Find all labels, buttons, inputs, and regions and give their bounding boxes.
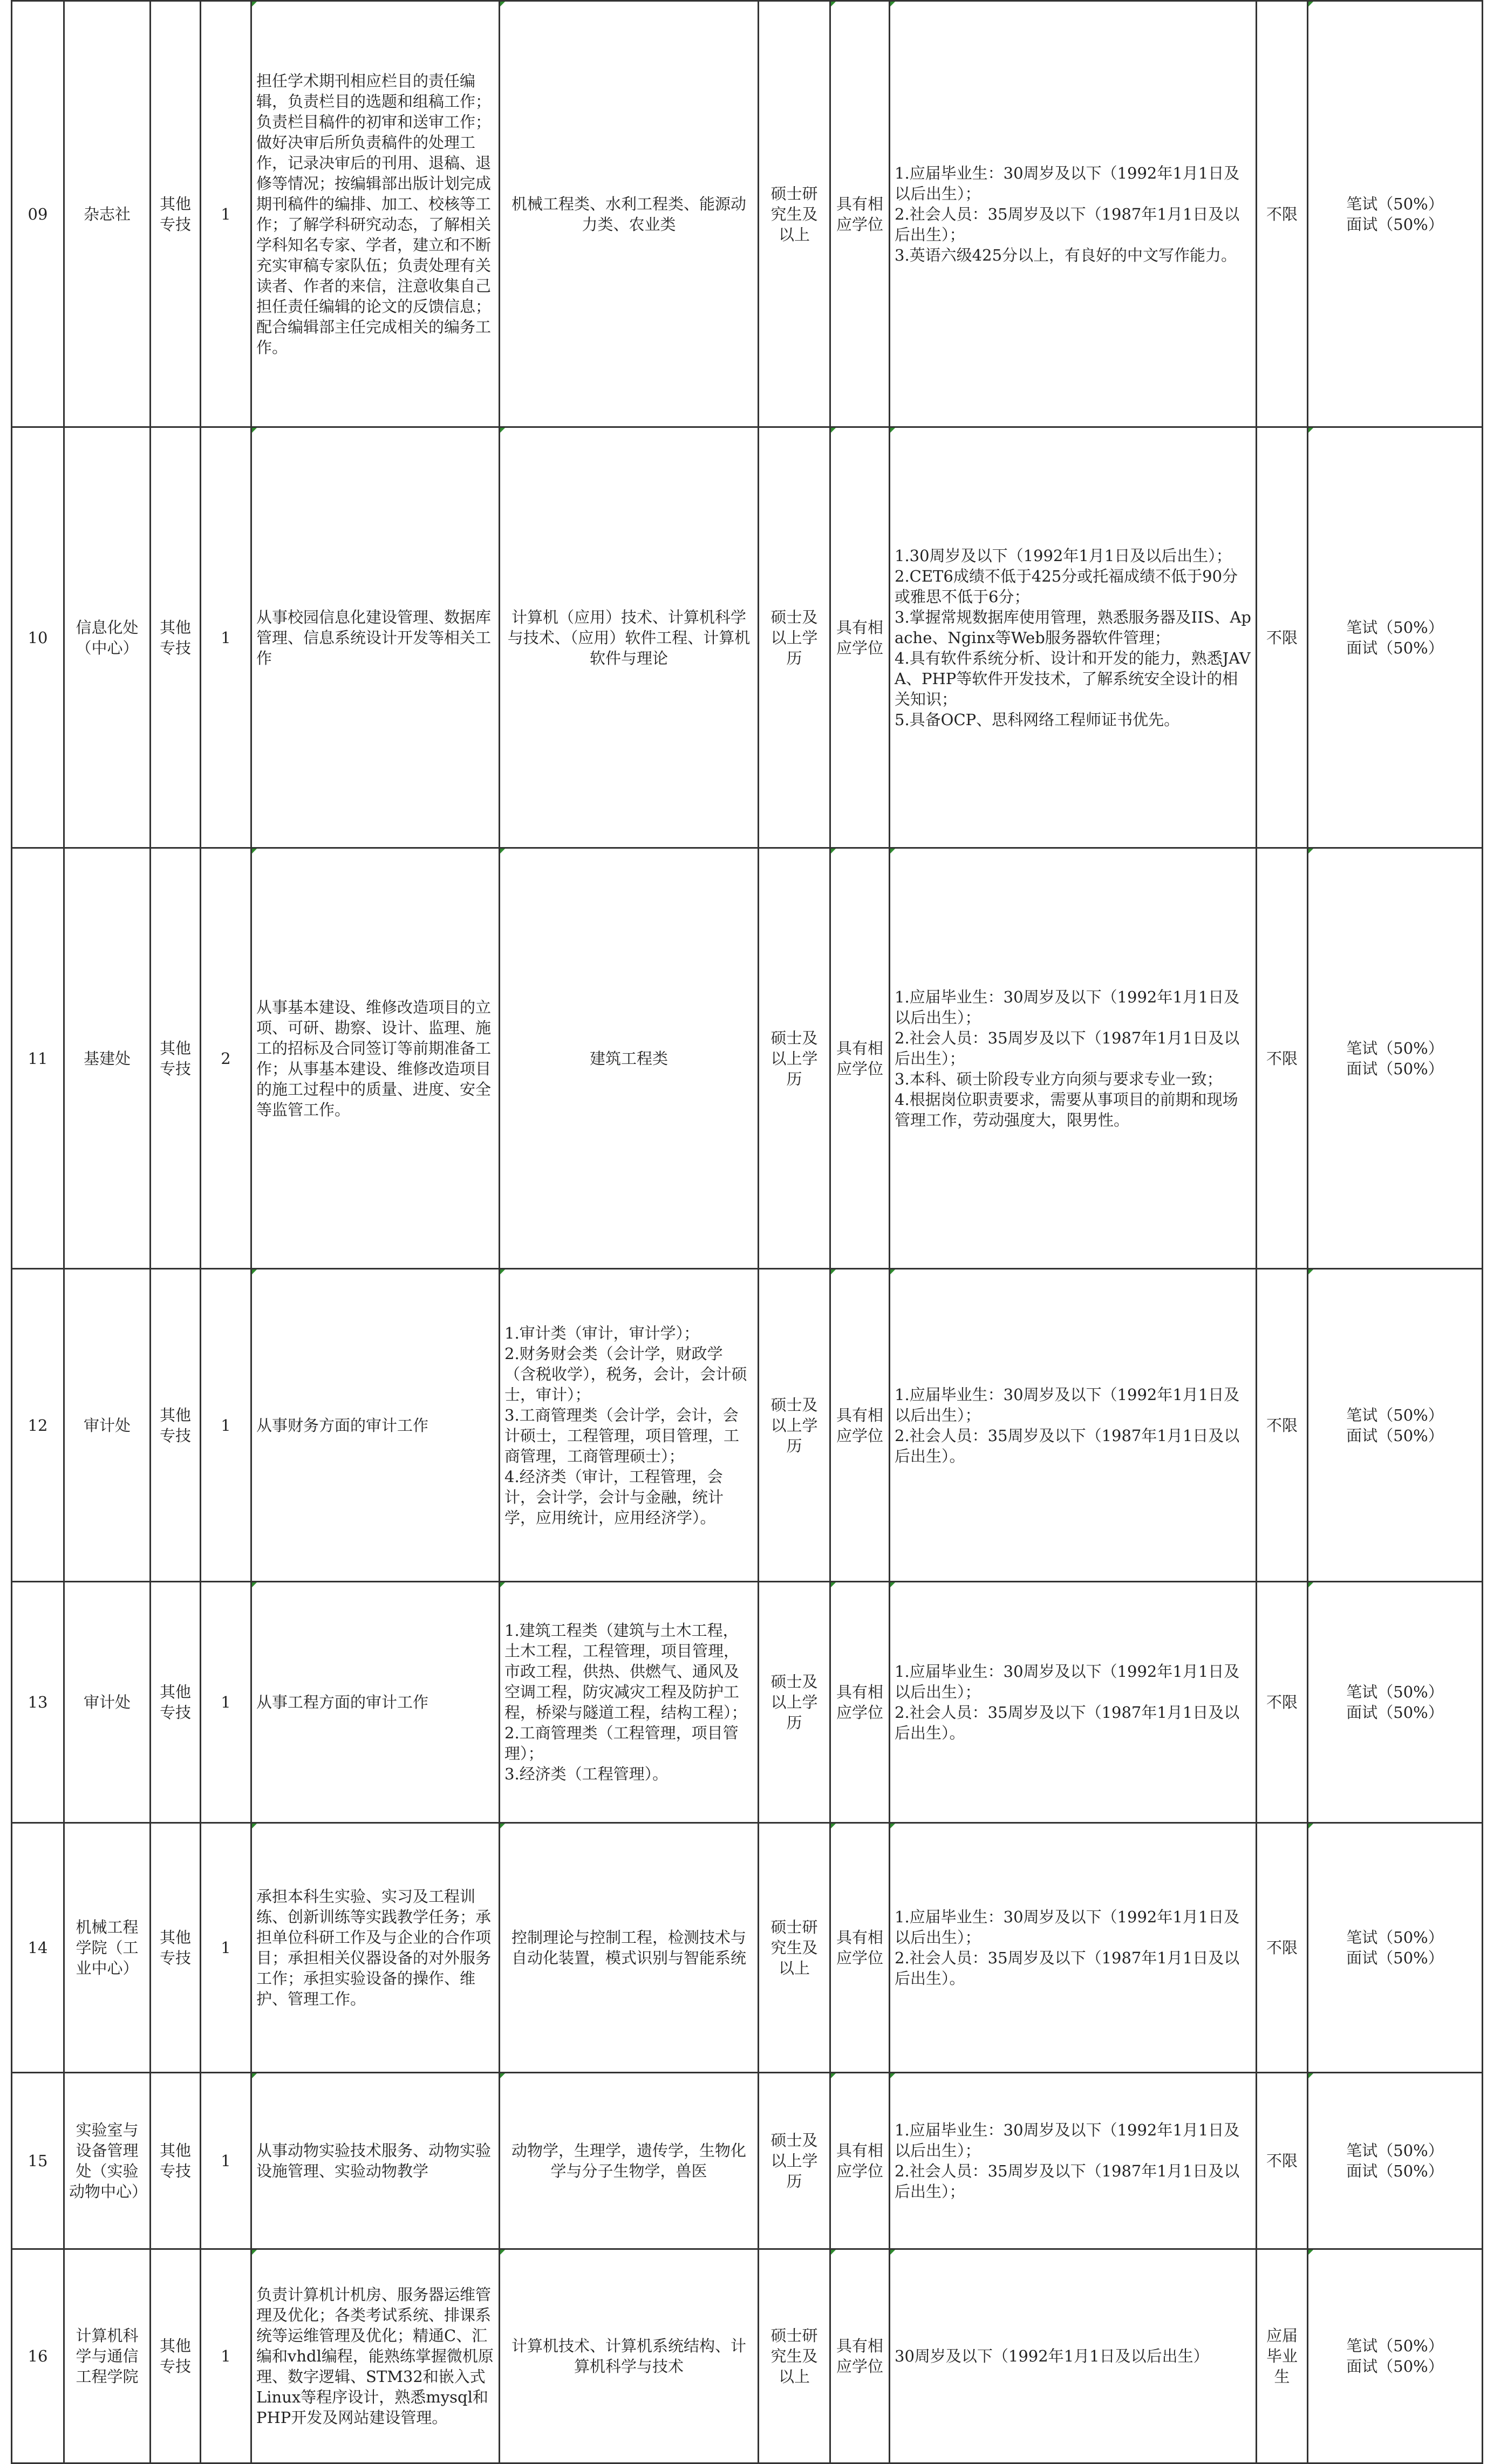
job-duties-cell: 从事校园信息化建设管理、数据库管理、信息系统设计开发等相关工作 (251, 427, 500, 848)
headcount-cell: 1 (201, 1823, 251, 2073)
post-type-cell: 其他 专技 (151, 1582, 201, 1823)
row-number-cell: 10 (12, 427, 64, 848)
table-row (12, 1269, 1483, 1582)
recruitment-table (11, 0, 1483, 2464)
exam-method-cell: 笔试（50%） 面试（50%） (1308, 2249, 1483, 2463)
exam-method-cell: 笔试（50%） 面试（50%） (1308, 848, 1483, 1269)
headcount-cell: 1 (201, 427, 251, 848)
applicant-scope-cell: 应届毕业生 (1257, 2249, 1308, 2463)
education-requirement-cell: 硕士及以上学历 (759, 848, 830, 1269)
post-type-cell: 其他 专技 (151, 1, 201, 427)
exam-method-cell: 笔试（50%） 面试（50%） (1308, 1269, 1483, 1582)
other-requirements-cell: 1.应届毕业生：30周岁及以下（1992年1月1日及以后出生）； 2.社会人员：35周岁及以下（1987年1月1日及以后出生）。 (890, 1269, 1257, 1582)
exam-method-cell: 笔试（50%） 面试（50%） (1308, 1582, 1483, 1823)
applicant-scope-cell: 不限 (1257, 427, 1308, 848)
education-requirement-cell: 硕士及以上学历 (759, 1269, 830, 1582)
headcount-cell: 2 (201, 848, 251, 1269)
job-duties-cell: 负责计算机计机房、服务器运维管理及优化；各类考试系统、排课系统等运维管理及优化；精通C、汇编和vhdl编程，能熟练掌握微机原理、数字逻辑、STM32和嵌入式Linux等程序设计，熟悉mysql和PHP开发及网站建设管理。 (251, 2249, 500, 2463)
department-cell: 计算机科学与通信工程学院 (64, 2249, 151, 2463)
job-duties-cell: 从事动物实验技术服务、动物实验设施管理、实验动物教学 (251, 2073, 500, 2249)
department-cell: 信息化处（中心） (64, 427, 151, 848)
education-requirement-cell: 硕士及以上学历 (759, 2073, 830, 2249)
department-cell: 实验室与设备管理处（实验动物中心） (64, 2073, 151, 2249)
other-requirements-cell: 1.应届毕业生：30周岁及以下（1992年1月1日及以后出生）； 2.社会人员：35周岁及以下（1987年1月1日及以后出生）。 (890, 1823, 1257, 2073)
major-requirements-cell: 控制理论与控制工程，检测技术与自动化装置，模式识别与智能系统 (500, 1823, 759, 2073)
headcount-cell: 1 (201, 1269, 251, 1582)
major-requirements-cell: 1.审计类（审计，审计学）； 2.财务财会类（会计学，财政学（含税收学），税务，会计，会计硕士，审计）； 3.工商管理类（会计学，会计，会计硕士，工程管理，项目管理，工商管理，工商管理硕士）； 4.经济类（审计，工程管理，会计，会计学，会计与金融，统计学，应用统计，应用经济学）。 (500, 1269, 759, 1582)
headcount-cell: 1 (201, 1582, 251, 1823)
post-type-cell: 其他 专技 (151, 1269, 201, 1582)
education-requirement-cell: 硕士及以上学历 (759, 427, 830, 848)
post-type-cell: 其他 专技 (151, 848, 201, 1269)
other-requirements-cell: 30周岁及以下（1992年1月1日及以后出生） (890, 2249, 1257, 2463)
job-duties-cell: 从事工程方面的审计工作 (251, 1582, 500, 1823)
department-cell: 机械工程学院（工业中心） (64, 1823, 151, 2073)
degree-requirement-cell: 具有相应学位 (830, 1823, 890, 2073)
major-requirements-cell: 计算机（应用）技术、计算机科学与技术、（应用）软件工程、计算机软件与理论 (500, 427, 759, 848)
job-duties-cell: 从事财务方面的审计工作 (251, 1269, 500, 1582)
post-type-cell: 其他 专技 (151, 2073, 201, 2249)
row-number-cell: 13 (12, 1582, 64, 1823)
applicant-scope-cell: 不限 (1257, 1582, 1308, 1823)
department-cell: 审计处 (64, 1269, 151, 1582)
other-requirements-cell: 1.应届毕业生：30周岁及以下（1992年1月1日及以后出生）； 2.社会人员：35周岁及以下（1987年1月1日及以后出生）。 (890, 1582, 1257, 1823)
table-row (12, 2249, 1483, 2463)
row-number-cell: 16 (12, 2249, 64, 2463)
department-cell: 基建处 (64, 848, 151, 1269)
other-requirements-cell: 1.30周岁及以下（1992年1月1日及以后出生）； 2.CET6成绩不低于425分或托福成绩不低于90分或雅思不低于6分； 3.掌握常规数据库使用管理，熟悉服务器及IIS、Apache、Nginx等Web服务器软件管理； 4.具有软件系统分析、设计和开发的能力，熟悉JAVA、PHP等软件开发技术，了解系统安全设计的相关知识； 5.具备OCP、思科网络工程师证书优先。 (890, 427, 1257, 848)
table-row (12, 427, 1483, 848)
row-number-cell: 12 (12, 1269, 64, 1582)
row-number-cell: 14 (12, 1823, 64, 2073)
major-requirements-cell: 机械工程类、水利工程类、能源动力类、农业类 (500, 1, 759, 427)
headcount-cell: 1 (201, 2073, 251, 2249)
degree-requirement-cell: 具有相应学位 (830, 848, 890, 1269)
post-type-cell: 其他 专技 (151, 1823, 201, 2073)
major-requirements-cell: 计算机技术、计算机系统结构、计算机科学与技术 (500, 2249, 759, 2463)
degree-requirement-cell: 具有相应学位 (830, 427, 890, 848)
table-row (12, 1823, 1483, 2073)
row-number-cell: 09 (12, 1, 64, 427)
row-number-cell: 15 (12, 2073, 64, 2249)
other-requirements-cell: 1.应届毕业生：30周岁及以下（1992年1月1日及以后出生）； 2.社会人员：35周岁及以下（1987年1月1日及以后出生）； (890, 2073, 1257, 2249)
table-row (12, 2073, 1483, 2249)
post-type-cell: 其他 专技 (151, 2249, 201, 2463)
job-duties-cell: 担任学术期刊相应栏目的责任编辑，负责栏目的选题和组稿工作；负责栏目稿件的初审和送审工作；做好决审后所负责稿件的处理工作，记录决审后的刊用、退稿、退修等情况；按编辑部出版计划完成期刊稿件的编排、加工、校核等工作；了解学科研究动态，了解相关学科知名专家、学者，建立和不断充实审稿专家队伍；负责处理有关读者、作者的来信，注意收集自己担任责任编辑的论文的反馈信息；配合编辑部主任完成相关的编务工作。 (251, 1, 500, 427)
applicant-scope-cell: 不限 (1257, 1, 1308, 427)
applicant-scope-cell: 不限 (1257, 1269, 1308, 1582)
education-requirement-cell: 硕士研究生及以上 (759, 1823, 830, 2073)
exam-method-cell: 笔试（50%） 面试（50%） (1308, 2073, 1483, 2249)
education-requirement-cell: 硕士研究生及以上 (759, 1, 830, 427)
exam-method-cell: 笔试（50%） 面试（50%） (1308, 427, 1483, 848)
applicant-scope-cell: 不限 (1257, 2073, 1308, 2249)
major-requirements-cell: 建筑工程类 (500, 848, 759, 1269)
headcount-cell: 1 (201, 1, 251, 427)
row-number-cell: 11 (12, 848, 64, 1269)
table-row (12, 1, 1483, 427)
applicant-scope-cell: 不限 (1257, 848, 1308, 1269)
headcount-cell: 1 (201, 2249, 251, 2463)
applicant-scope-cell: 不限 (1257, 1823, 1308, 2073)
job-duties-cell: 从事基本建设、维修改造项目的立项、可研、勘察、设计、监理、施工的招标及合同签订等前期准备工作；从事基本建设、维修改造项目的施工过程中的质量、进度、安全等监管工作。 (251, 848, 500, 1269)
major-requirements-cell: 动物学，生理学，遗传学，生物化学与分子生物学，兽医 (500, 2073, 759, 2249)
degree-requirement-cell: 具有相应学位 (830, 2073, 890, 2249)
department-cell: 审计处 (64, 1582, 151, 1823)
job-duties-cell: 承担本科生实验、实习及工程训练、创新训练等实践教学任务；承担单位科研工作及与企业的合作项目；承担相关仪器设备的对外服务工作；承担实验设备的操作、维护、管理工作。 (251, 1823, 500, 2073)
education-requirement-cell: 硕士及以上学历 (759, 1582, 830, 1823)
exam-method-cell: 笔试（50%） 面试（50%） (1308, 1, 1483, 427)
department-cell: 杂志社 (64, 1, 151, 427)
other-requirements-cell: 1.应届毕业生：30周岁及以下（1992年1月1日及以后出生）； 2.社会人员：35周岁及以下（1987年1月1日及以后出生）； 3.本科、硕士阶段专业方向须与要求专业一致； 4.根据岗位职责要求，需要从事项目的前期和现场管理工作，劳动强度大，限男性。 (890, 848, 1257, 1269)
other-requirements-cell: 1.应届毕业生：30周岁及以下（1992年1月1日及以后出生）； 2.社会人员：35周岁及以下（1987年1月1日及以后出生）； 3.英语六级425分以上，有良好的中文写作能力。 (890, 1, 1257, 427)
degree-requirement-cell: 具有相应学位 (830, 1, 890, 427)
table-row (12, 848, 1483, 1269)
major-requirements-cell: 1.建筑工程类（建筑与土木工程，土木工程，工程管理，项目管理，市政工程，供热、供燃气、通风及空调工程，防灾减灾工程及防护工程，桥梁与隧道工程，结构工程）； 2.工商管理类（工程管理，项目管理）； 3.经济类（工程管理）。 (500, 1582, 759, 1823)
degree-requirement-cell: 具有相应学位 (830, 1269, 890, 1582)
degree-requirement-cell: 具有相应学位 (830, 2249, 890, 2463)
degree-requirement-cell: 具有相应学位 (830, 1582, 890, 1823)
post-type-cell: 其他 专技 (151, 427, 201, 848)
table-row (12, 1582, 1483, 1823)
exam-method-cell: 笔试（50%） 面试（50%） (1308, 1823, 1483, 2073)
education-requirement-cell: 硕士研究生及以上 (759, 2249, 830, 2463)
